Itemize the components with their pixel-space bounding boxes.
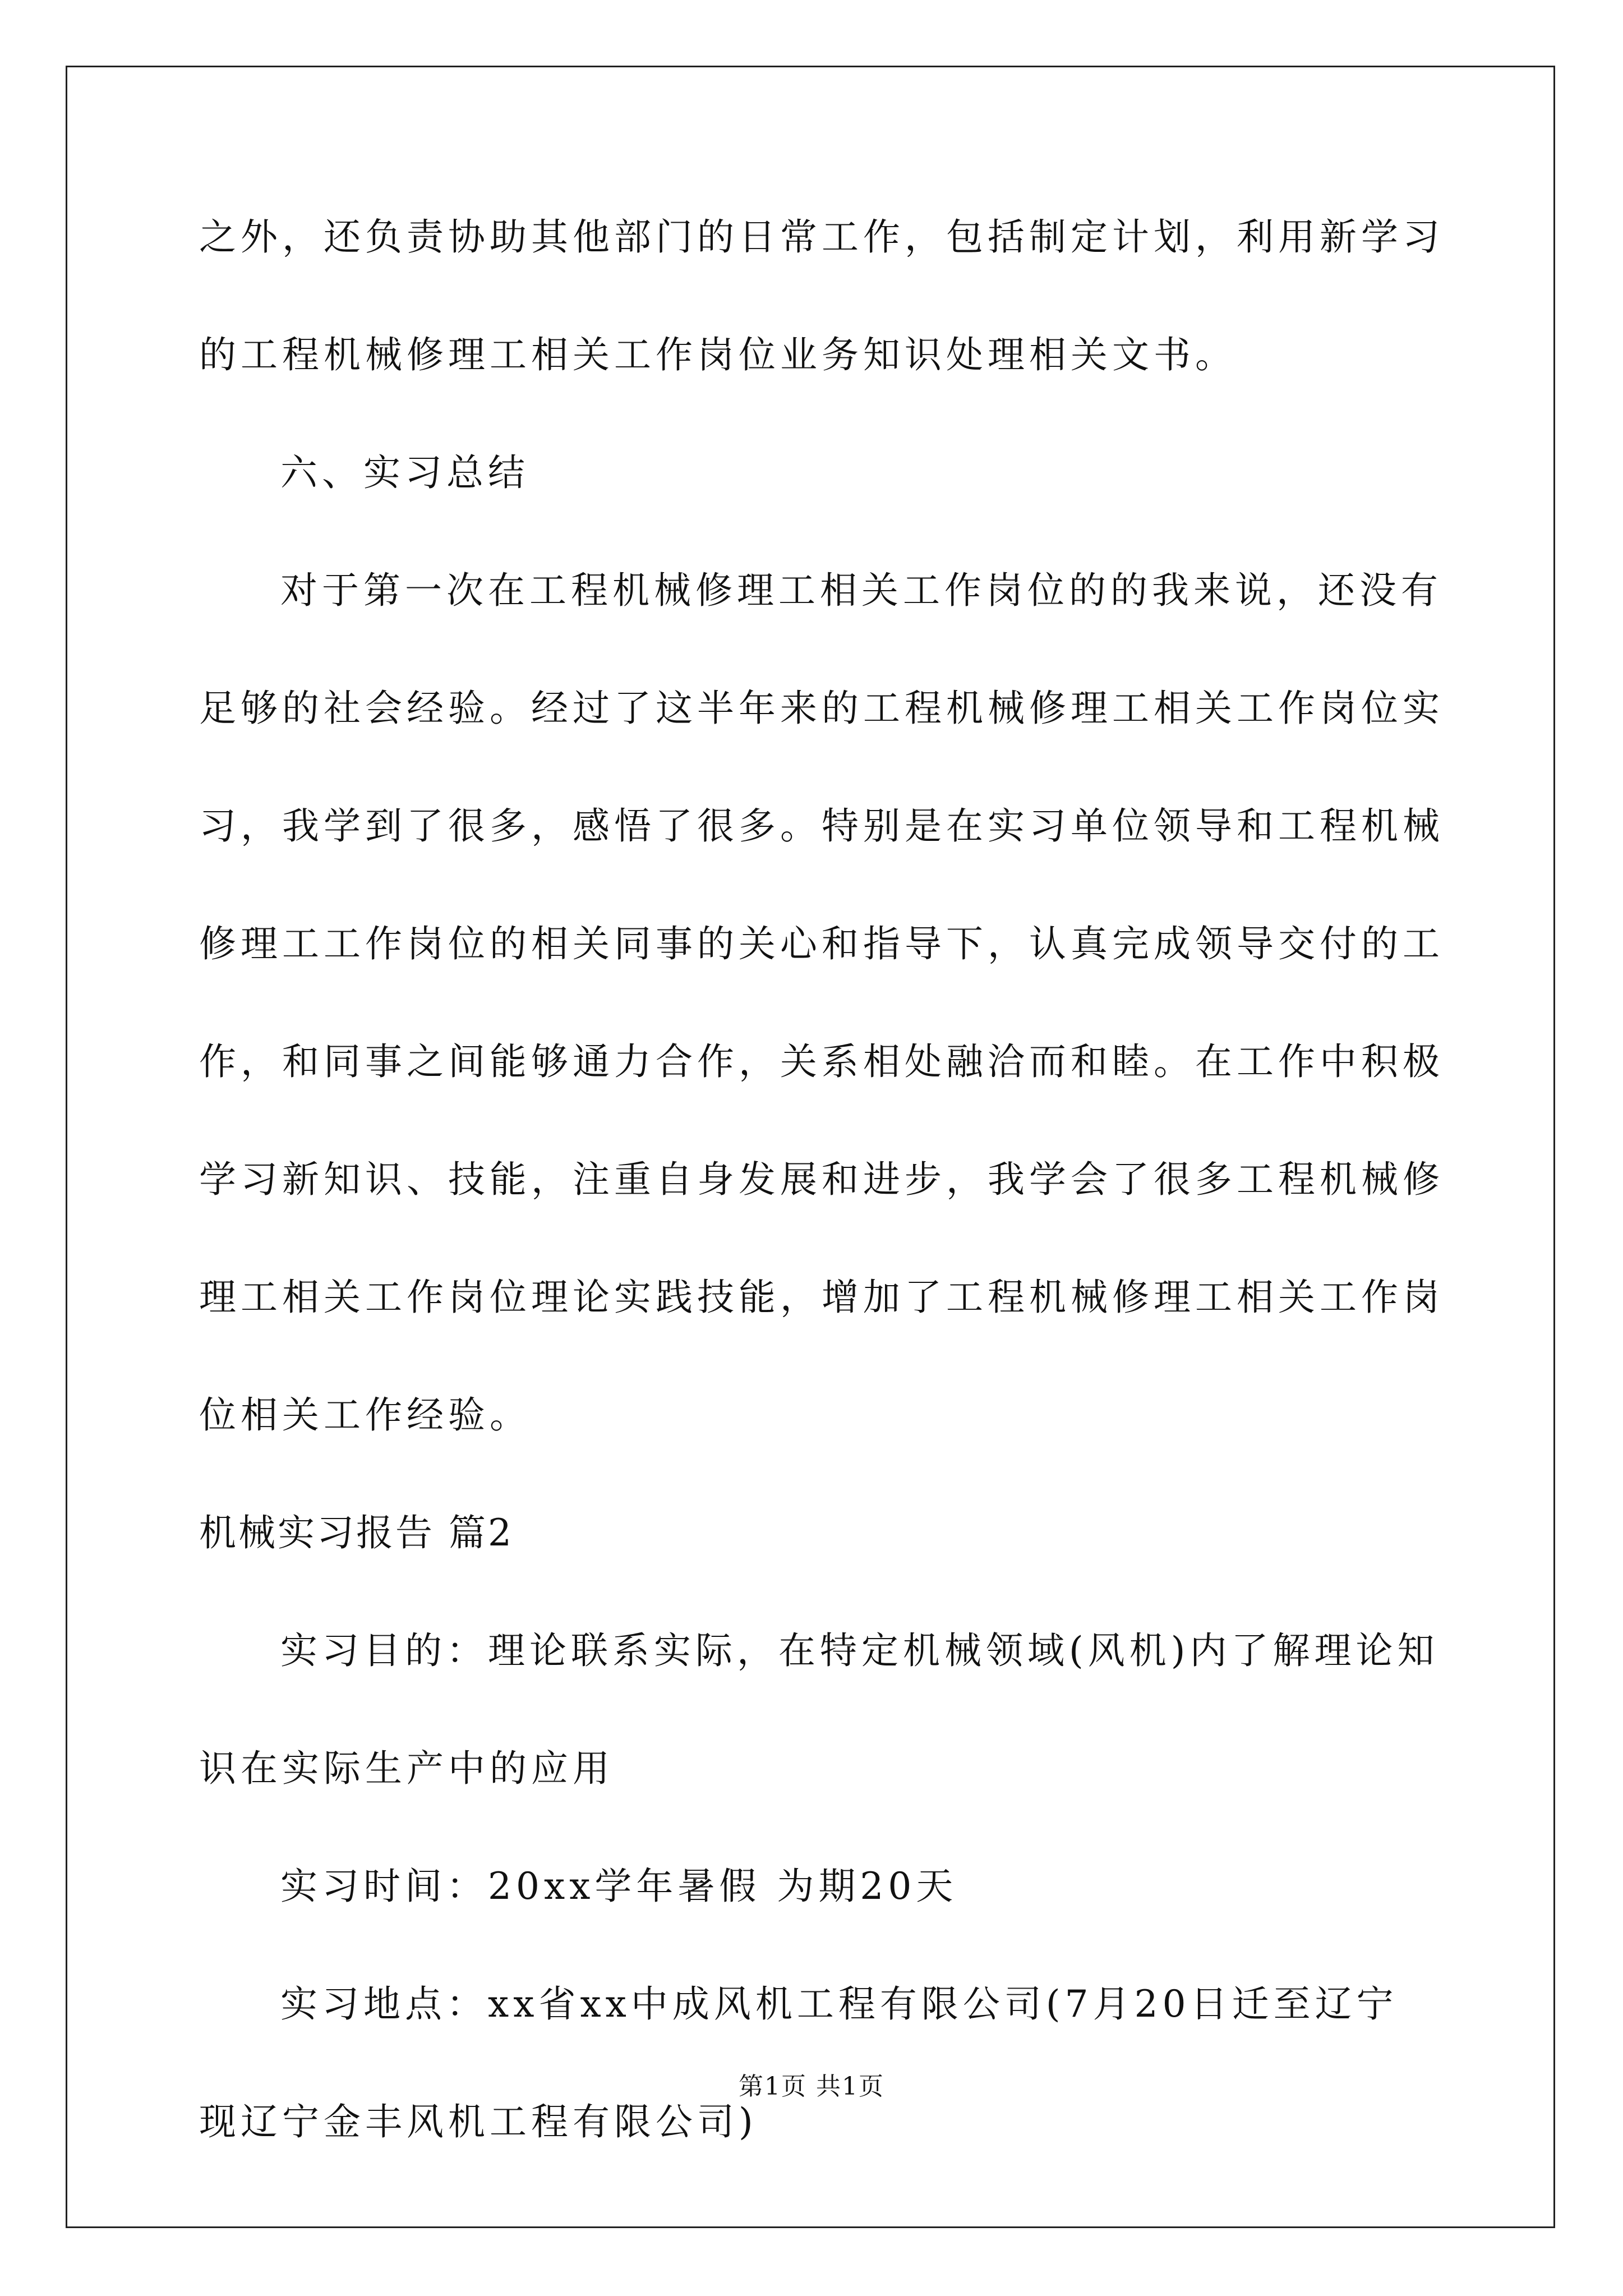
- page-number-footer: 第1页 共1页: [739, 2072, 884, 2101]
- section-heading: 六、实习总结: [280, 451, 529, 494]
- paragraph-line: 习，我学到了很多，感悟了很多。特别是在实习单位领导和工程机械: [199, 804, 1444, 848]
- paragraph-line: 现辽宁金丰风机工程有限公司): [199, 2100, 758, 2143]
- paragraph-line: 位相关工作经验。: [199, 1393, 531, 1437]
- paragraph-line: 实习目的：理论联系实际，在特定机械领域(风机)内了解理论知: [280, 1629, 1439, 1672]
- paragraph-line: 实习地点：xx省xx中成风机工程有限公司(7月20日迁至辽宁: [280, 1982, 1398, 2026]
- paragraph-line: 理工相关工作岗位理论实践技能，增加了工程机械修理工相关工作岗: [199, 1276, 1444, 1319]
- paragraph-line: 的工程机械修理工相关工作岗位业务知识处理相关文书。: [199, 333, 1237, 376]
- paragraph-line: 对于第一次在工程机械修理工相关工作岗位的的我来说，还没有: [280, 569, 1442, 612]
- document-body: [199, 208, 1444, 2210]
- paragraph-line: 修理工工作岗位的相关同事的关心和指导下，认真完成领导交付的工: [199, 922, 1444, 965]
- paragraph-line: 作，和同事之间能够通力合作，关系相处融洽而和睦。在工作中积极: [199, 1040, 1444, 1083]
- paragraph-line: 学习新知识、技能，注重自身发展和进步，我学会了很多工程机械修: [199, 1158, 1444, 1201]
- paragraph-line: 之外，还负责协助其他部门的日常工作，包括制定计划，利用新学习: [199, 215, 1444, 259]
- paragraph-line: 实习时间：20xx学年暑假 为期20天: [280, 1865, 958, 1908]
- paragraph-line: 足够的社会经验。经过了这半年来的工程机械修理工相关工作岗位实: [199, 687, 1444, 730]
- article-title: 机械实习报告 篇2: [199, 1511, 514, 1554]
- paragraph-line: 识在实际生产中的应用: [199, 1747, 614, 1790]
